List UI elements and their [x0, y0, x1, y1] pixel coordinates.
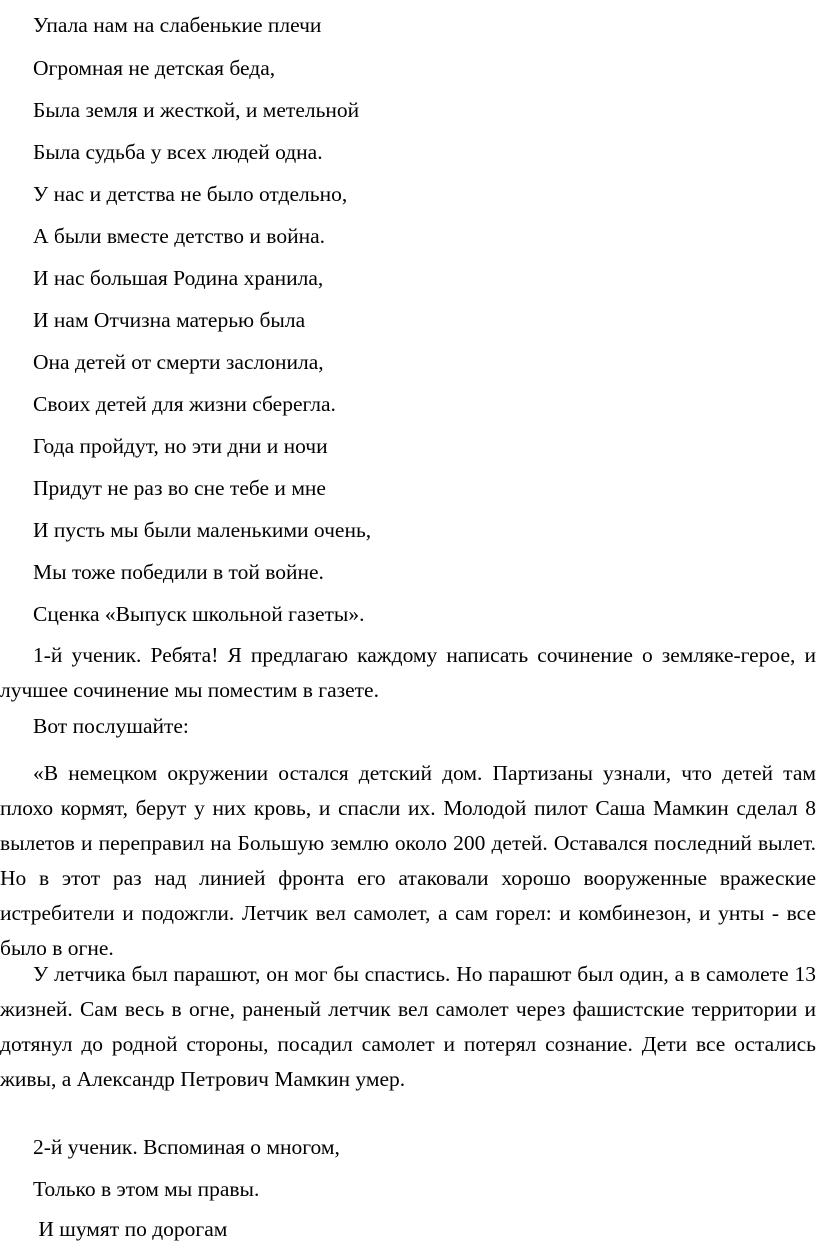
- student2-line-1: 2-й ученик. Вспоминая о многом,: [33, 1135, 340, 1159]
- scene-title: Сценка «Выпуск школьной газеты».: [33, 602, 365, 626]
- poem-line-5: У нас и детства не было отдельно,: [33, 182, 348, 206]
- poem-line-9: Она детей от смерти заслонила,: [33, 350, 324, 374]
- poem-line-11: Года пройдут, но эти дни и ночи: [33, 434, 328, 458]
- poem-line-8: И нам Отчизна матерью была: [33, 308, 306, 332]
- listen-line: Вот послушайте:: [33, 714, 189, 738]
- poem-line-1: Упала нам на слабенькие плечи: [33, 13, 322, 37]
- poem-line-13: И пусть мы были маленькими очень,: [33, 518, 372, 542]
- poem-line-12: Придут не раз во сне тебе и мне: [33, 476, 326, 500]
- poem-line-2: Огромная не детская беда,: [33, 56, 276, 80]
- student1-speech: 1-й ученик. Ребята! Я предлагаю каждому написать сочинение о земляке-герое, и лучшее сочинение мы поместим в газете.: [0, 643, 816, 702]
- poem-line-7: И нас большая Родина хранила,: [33, 266, 324, 290]
- poem-line-3: Была земля и жесткой, и метельной: [33, 98, 360, 122]
- story-paragraph-1: «В немецком окружении остался детский дом. Партизаны узнали, что детей там плохо кормят, берут у них кровь, и спасли их. Молодой пилот Саша Мамкин сделал 8 вылетов и переправил на Большую землю около 200 детей. Оставался последний вылет. Но в этот раз над линией фронта его атаковали хорошо вооруженные вражеские истребители и подожгли. Летчик вел самолет, а сам горел: и комбинезон, и унты - все было в огне.: [0, 761, 816, 960]
- student2-line-2: Только в этом мы правы.: [33, 1177, 260, 1201]
- poem-line-10: Своих детей для жизни сберегла.: [33, 392, 336, 416]
- student2-line-3: И шумят по дорогам: [33, 1217, 228, 1241]
- poem-line-4: Была судьба у всех людей одна.: [33, 140, 323, 164]
- poem-line-6: А были вместе детство и война.: [33, 224, 325, 248]
- poem-line-14: Мы тоже победили в той войне.: [33, 560, 324, 584]
- story-paragraph-2: У летчика был парашют, он мог бы спастись. Но парашют был один, а в самолете 13 жизней. Сам весь в огне, раненый летчик вел самолет через фашистские территории и дотянул до родной стороны, посадил самолет и потерял сознание. Дети все остались живы, а Александр Петрович Мамкин умер.: [0, 962, 816, 1091]
